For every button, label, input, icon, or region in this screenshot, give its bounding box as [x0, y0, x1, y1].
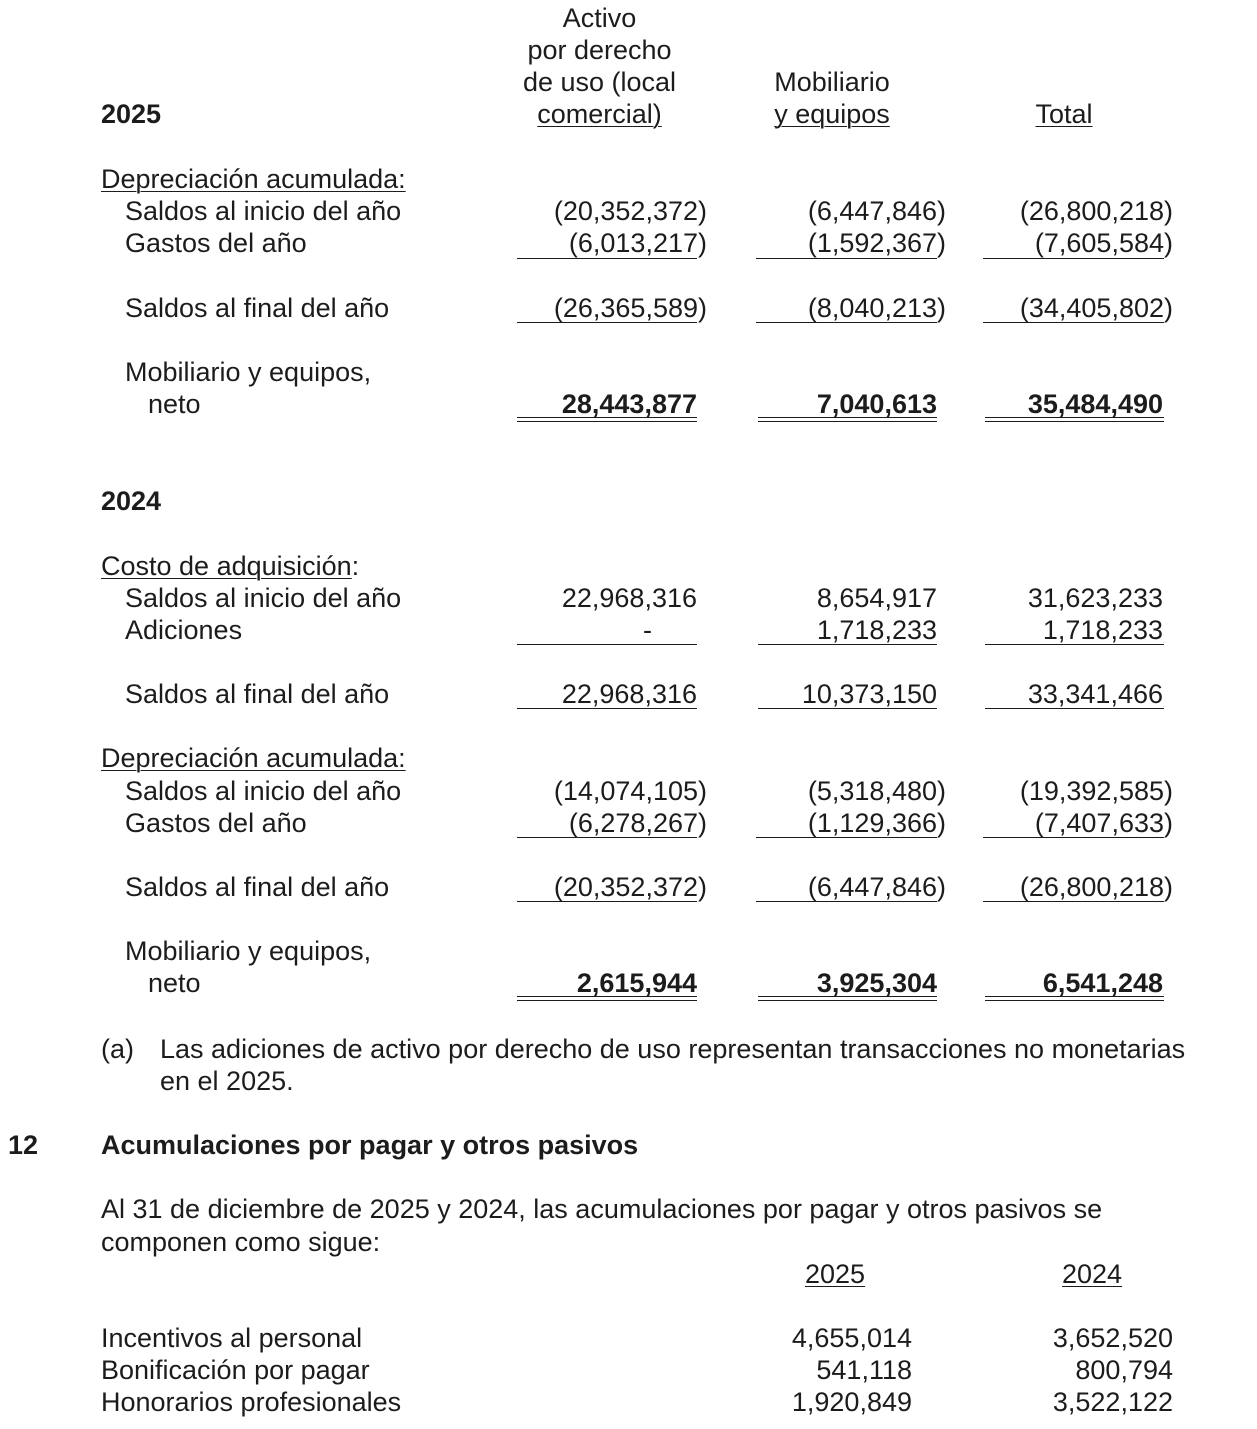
y2025-dep-start-c3: (26,800,218): [1019, 196, 1173, 226]
y2024-dep-exp-c1: (6,278,267): [568, 808, 707, 838]
accrual-row-label: Bonificación por pagar: [101, 1355, 370, 1385]
y2025-net-double-rule-c1: [517, 417, 697, 422]
y2025-dep-end-label: Saldos al final del año: [125, 293, 390, 323]
y2024-cost-end-label: Saldos al final del año: [125, 679, 390, 709]
y2025-dep-exp-c1: (6,013,217): [568, 228, 707, 258]
y2024-dep-end-rule-c3: [983, 901, 1164, 902]
accrual-row-2025: 541,118: [816, 1355, 912, 1385]
y2024-additions-rule-c1: [517, 644, 697, 645]
y2025-dep-end-rule-c1: [517, 322, 697, 323]
section-intro-line1: Al 31 de diciembre de 2025 y 2024, las acumulaciones por pagar y otros pasivos se: [101, 1194, 1103, 1224]
y2024-cost-start-c1: 22,968,316: [561, 583, 697, 613]
accrual-row-2024: 3,522,122: [1052, 1387, 1173, 1417]
accruals-col-2025: 2025: [805, 1259, 866, 1289]
y2024-dep-end-c1: (20,352,372): [553, 872, 707, 902]
y2024-net-label-line1: Mobiliario y equipos,: [125, 936, 372, 966]
accrual-row-2025: 1,920,849: [791, 1387, 912, 1417]
y2024-dep-start-c3: (19,392,585): [1019, 776, 1173, 806]
accrual-row-2024: 3,652,520: [1052, 1323, 1173, 1353]
y2025-dep-end-c1: (26,365,589): [553, 293, 707, 323]
y2025-dep-end-rule-c3: [983, 322, 1164, 323]
y2024-cost-end-rule-c1: [517, 708, 697, 709]
y2024-net-c3: 6,541,248: [1042, 968, 1163, 998]
y2025-dep-exp-c3: (7,605,584): [1034, 228, 1173, 258]
y2025-dep-exp-c2: (1,592,367): [807, 228, 946, 258]
y2024-dep-end-c3: (26,800,218): [1019, 872, 1173, 902]
y2025-dep-exp-rule-c3: [983, 258, 1164, 259]
y2024-net-c2: 3,925,304: [816, 968, 937, 998]
y2024-dep-exp-c3: (7,407,633): [1034, 808, 1173, 838]
section-intro-line2: componen como sigue:: [101, 1227, 381, 1257]
y2025-dep-start-c1: (20,352,372): [553, 196, 707, 226]
y2024-additions-c2: 1,718,233: [816, 615, 937, 645]
col1-header-line1: Activo: [562, 3, 637, 33]
y2025-net-double-rule-c2: [758, 417, 937, 422]
y2025-net-c2: 7,040,613: [816, 389, 937, 419]
y2025-net-c1: 28,443,877: [561, 389, 697, 419]
y2024-net-c1: 2,615,944: [576, 968, 697, 998]
y2024-net-double-rule-c2: [758, 996, 937, 1001]
y2025-dep-exp-rule-c1: [517, 258, 697, 259]
accruals-col-2024: 2024: [1062, 1259, 1123, 1289]
y2024-net-label-line2: neto: [148, 968, 201, 998]
year-2024-heading: 2024: [101, 486, 162, 516]
col1-header-line4: comercial): [537, 99, 662, 129]
y2024-dep-end-label: Saldos al final del año: [125, 872, 390, 902]
y2025-net-double-rule-c3: [985, 417, 1164, 422]
y2024-cost-end-rule-c2: [758, 708, 937, 709]
y2024-dep-end-rule-c2: [756, 901, 937, 902]
y2024-cost-heading: [101, 550, 359, 582]
y2025-dep-exp-label: Gastos del año: [125, 228, 307, 258]
y2024-dep-exp-rule-c1: [517, 837, 697, 838]
y2024-net-double-rule-c1: [517, 996, 697, 1001]
y2024-additions-rule-c2: [758, 644, 937, 645]
accrual-row-2024: 800,794: [1075, 1355, 1173, 1385]
accrual-row-label: Honorarios profesionales: [101, 1387, 402, 1417]
y2025-dep-start-c2: (6,447,846): [807, 196, 946, 226]
section-number: 12: [8, 1130, 39, 1160]
footnote-line2: en el 2025.: [160, 1066, 294, 1096]
col1-header-line3: de uso (local: [522, 67, 677, 97]
y2024-cost-heading-text: Costo de adquisición: [101, 551, 352, 581]
y2025-dep-exp-rule-c2: [756, 258, 937, 259]
y2024-cost-end-c3: 33,341,466: [1027, 679, 1163, 709]
y2024-additions-c1: -: [643, 615, 652, 645]
accrual-row-2025: 4,655,014: [791, 1323, 912, 1353]
y2024-dep-exp-rule-c3: [983, 837, 1164, 838]
y2024-cost-start-c3: 31,623,233: [1027, 583, 1163, 613]
col2-header-line1: Mobiliario: [774, 67, 890, 97]
y2025-dep-start-label: Saldos al inicio del año: [125, 196, 402, 226]
y2024-cost-end-rule-c3: [985, 708, 1164, 709]
y2024-dep-end-c2: (6,447,846): [807, 872, 946, 902]
y2024-dep-end-rule-c1: [517, 901, 697, 902]
y2024-cost-start-label: Saldos al inicio del año: [125, 583, 402, 613]
y2025-net-label-line2: neto: [148, 389, 201, 419]
y2024-additions-rule-c3: [985, 644, 1164, 645]
y2024-additions-label: Adiciones: [125, 615, 243, 645]
y2024-cost-start-c2: 8,654,917: [816, 583, 937, 613]
footnote-line1: Las adiciones de activo por derecho de uso representan transacciones no monetarias: [160, 1034, 1186, 1064]
y2024-dep-exp-c2: (1,129,366): [807, 808, 946, 838]
y2024-dep-exp-label: Gastos del año: [125, 808, 307, 838]
y2024-dep-start-c2: (5,318,480): [807, 776, 946, 806]
col1-header-line2: por derecho: [527, 35, 672, 65]
y2024-dep-start-c1: (14,074,105): [553, 776, 707, 806]
y2025-net-c3: 35,484,490: [1027, 389, 1163, 419]
y2024-net-double-rule-c3: [985, 996, 1164, 1001]
y2025-depreciation-heading: Depreciación acumulada:: [101, 164, 406, 194]
y2024-additions-c3: 1,718,233: [1042, 615, 1163, 645]
y2024-dep-exp-rule-c2: [756, 837, 937, 838]
y2024-cost-end-c2: 10,373,150: [801, 679, 937, 709]
y2024-depreciation-heading: Depreciación acumulada:: [101, 743, 406, 773]
y2025-net-label-line1: Mobiliario y equipos,: [125, 357, 372, 387]
section-title: Acumulaciones por pagar y otros pasivos: [101, 1130, 639, 1160]
footnote-marker: (a): [101, 1034, 134, 1064]
year-2025-heading: 2025: [101, 99, 162, 129]
accrual-row-label: Incentivos al personal: [101, 1323, 363, 1353]
y2024-cost-end-c1: 22,968,316: [561, 679, 697, 709]
y2024-dep-start-label: Saldos al inicio del año: [125, 776, 402, 806]
y2025-dep-end-rule-c2: [756, 322, 937, 323]
y2025-dep-end-c3: (34,405,802): [1019, 293, 1173, 323]
col3-header: Total: [1035, 99, 1093, 129]
y2024-cost-heading-colon: :: [351, 551, 360, 581]
y2025-dep-end-c2: (8,040,213): [807, 293, 946, 323]
col2-header-line2: y equipos: [774, 99, 890, 129]
